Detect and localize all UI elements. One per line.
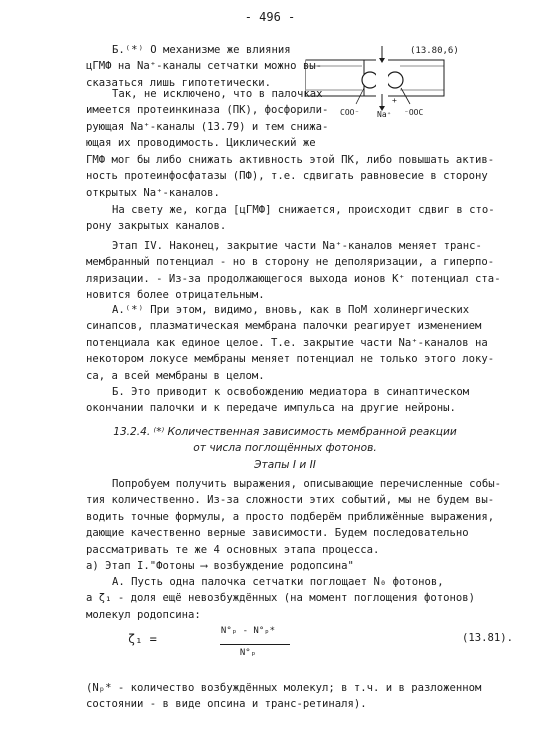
text-line: новится более отрицательным. bbox=[86, 289, 265, 302]
subheading-stage-1 bbox=[86, 558, 354, 574]
text-line: Так, не исключено, что в палочках bbox=[112, 88, 323, 100]
figure-label: (13.80,6) bbox=[410, 46, 459, 56]
figure-center-ion: Na⁺ bbox=[377, 110, 392, 119]
text-line: ляризации. - Из-за продолжающегося выхода ионов K⁺ потенциал ста- bbox=[86, 272, 501, 285]
section-heading-line: от числа поглощённых фотонов. bbox=[193, 442, 377, 455]
text-line: состоянии - в виде опсина и транс-ретиналя). bbox=[86, 698, 367, 711]
paragraph-stage-4 bbox=[86, 238, 501, 304]
text-line: А.⁽*⁾ При этом, видимо, вновь, как в ПоМ холинергических bbox=[112, 304, 470, 316]
text-line: На свету же, когда [цГМФ] снижается, происходит сдвиг в сто- bbox=[112, 204, 495, 216]
section-heading-line: 13.2.4. ⁽*⁾ Количественная зависимость мембранной реакции bbox=[113, 426, 457, 438]
text-line: ющая их проводимость. Циклический же bbox=[86, 137, 316, 150]
text-line: Попробуем получить выражения, описывающие перечисленные собы- bbox=[112, 478, 502, 490]
text-line: сказаться лишь гипотетически. bbox=[86, 76, 271, 89]
text-line: Этап IV. Наконец, закрытие части Na⁺-каналов меняет транс- bbox=[112, 240, 482, 252]
text-line: (Nₚ* - количество возбуждённых молекул; в т.ч. и в разложенном bbox=[86, 682, 482, 694]
text-line: водить точные формулы, а просто подберём приближённые выражения, bbox=[86, 510, 495, 523]
equation-lhs: ζ₁ = bbox=[128, 632, 157, 646]
text-line: цГМФ на Na⁺-каналы сетчатки можно вы- bbox=[86, 60, 322, 73]
fraction-bar bbox=[220, 644, 290, 645]
text-line: дающие качественно верные зависимости. Будем последовательно bbox=[86, 527, 469, 540]
page-number: - 496 - bbox=[244, 10, 296, 24]
text-line: са, а всей мембраны в целом. bbox=[86, 369, 265, 382]
text-line: молекул родопсина: bbox=[86, 608, 201, 621]
text-line: потенциала как единое целое. Т.е. закрытие части Na⁺-каналов на bbox=[86, 336, 488, 349]
text-line: синапсов, плазматическая мембрана палочки реагирует изменением bbox=[86, 320, 482, 333]
paragraph-a bbox=[86, 302, 494, 384]
text-line: некотором локусе мембраны меняет потенциал не только этого локу- bbox=[86, 353, 495, 366]
text-line: мембранный потенциал - но в сторону не деполяризации, а гиперпо- bbox=[86, 256, 495, 269]
section-heading-line: Этапы I и II bbox=[254, 458, 316, 471]
text-line: рону закрытых каналов. bbox=[86, 220, 227, 233]
paragraph-protein-kinase-cont bbox=[86, 152, 494, 201]
figure-left-charge: COO⁻ bbox=[340, 108, 360, 117]
text-line: открытых Na⁺-каналов. bbox=[86, 186, 220, 199]
figure-right-charge: ⁻OOC bbox=[404, 108, 424, 117]
text-line: рассматривать те же 4 основных этапа процесса. bbox=[86, 543, 380, 556]
equation-13-81 bbox=[108, 622, 528, 676]
paragraph-b1 bbox=[86, 42, 322, 91]
paragraph-b2 bbox=[86, 384, 469, 417]
paragraph-intro bbox=[86, 476, 501, 558]
paragraph-a2 bbox=[86, 574, 475, 623]
text-line: а ζ₁ - доля ещё невозбуждённых (на момент поглощения фотонов) bbox=[86, 592, 476, 605]
figure-plus-sign: + bbox=[392, 96, 397, 105]
text-line: а) Этап I."Фотоны ⟶ возбуждение родопсина" bbox=[86, 560, 354, 572]
text-line: окончании палочки и к передаче импульса на другие нейроны. bbox=[86, 402, 456, 415]
equation-denominator: N°ₚ bbox=[239, 648, 257, 658]
paragraph-np bbox=[86, 680, 481, 713]
equation-fraction bbox=[158, 622, 338, 672]
section-heading bbox=[60, 424, 510, 473]
text-line: тия количественно. Из-за сложности этих событий, мы не будем вы- bbox=[86, 494, 495, 507]
paragraph-light bbox=[86, 202, 495, 235]
equation-number: (13.81). bbox=[462, 632, 514, 644]
text-line: ность протеинфосфатазы (ПФ), т.е. сдвигать равновесие в сторону bbox=[86, 170, 488, 183]
text-line: рующая Na⁺-каналы (13.79) и тем снижа- bbox=[86, 120, 329, 133]
equation-numerator: N°ₚ - N°ₚ* bbox=[220, 626, 276, 636]
text-line: ГМФ мог бы либо снижать активность этой ПК, либо повышать актив- bbox=[86, 154, 495, 166]
text-line: А. Пусть одна палочка сетчатки поглощает N₀ фотонов, bbox=[112, 576, 444, 588]
text-line: имеется протеинкиназа (ПК), фосфорили- bbox=[86, 104, 329, 117]
paragraph-protein-kinase bbox=[86, 86, 328, 152]
text-line: Б. Это приводит к освобождению медиатора в синаптическом bbox=[112, 386, 470, 398]
text-line: Б.⁽*⁾ О механизме же влияния bbox=[112, 44, 291, 56]
